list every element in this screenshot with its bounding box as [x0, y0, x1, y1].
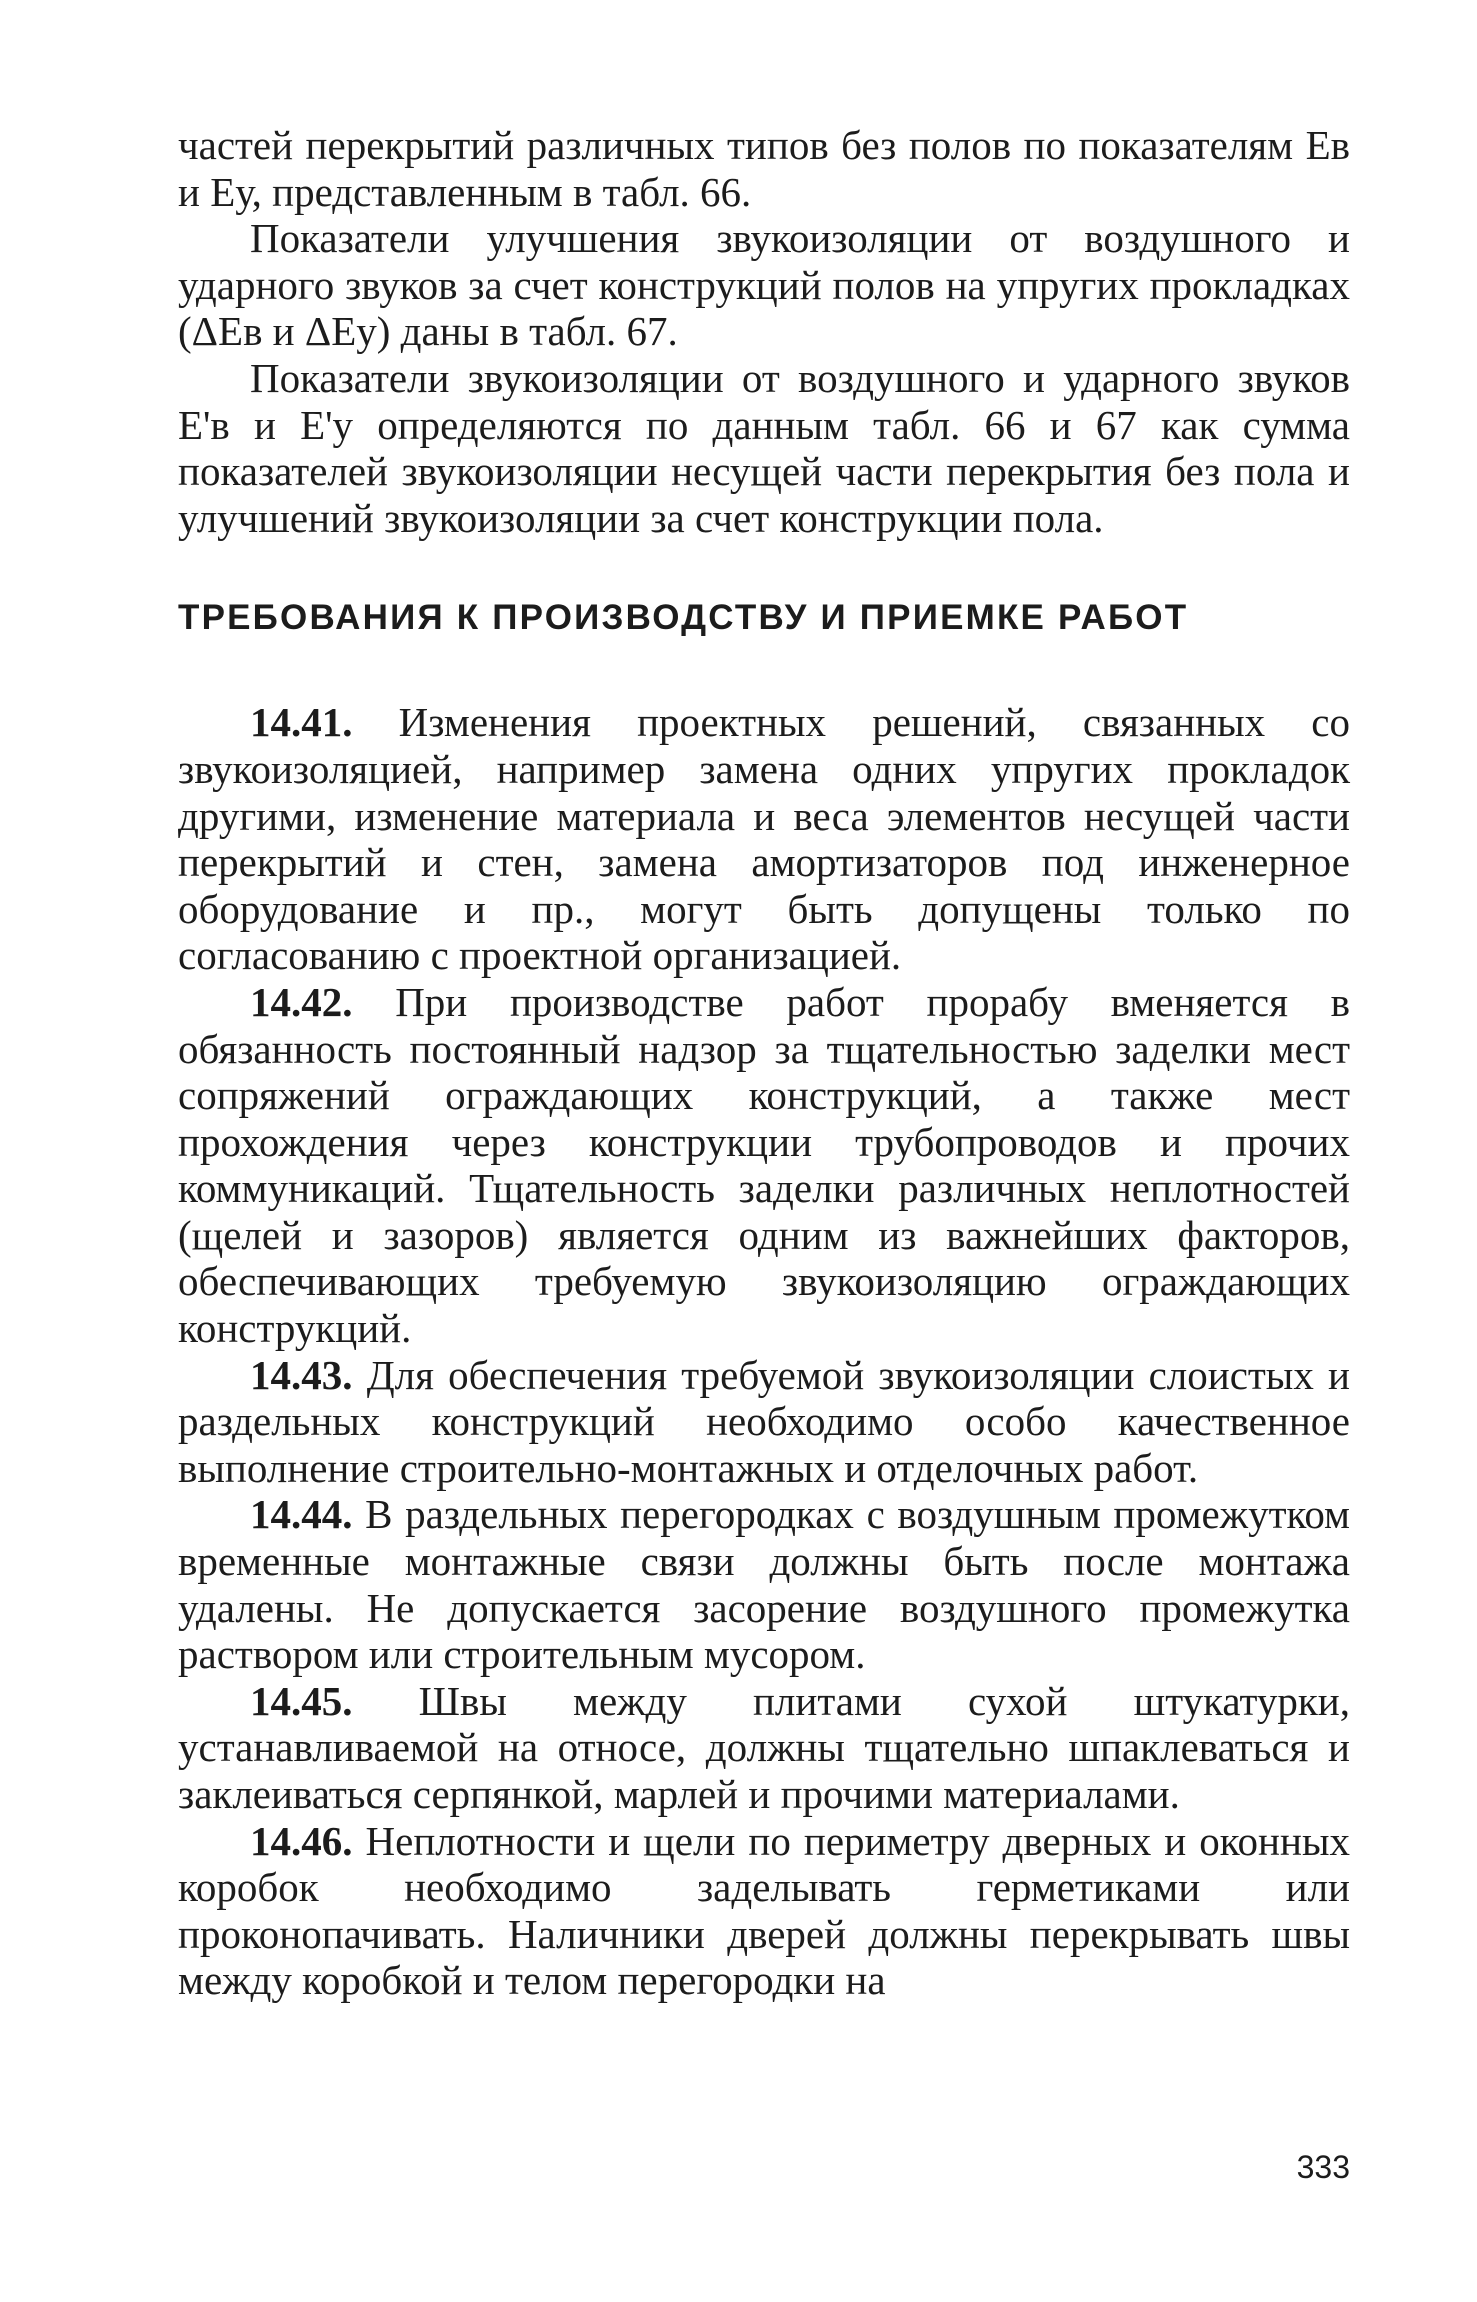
clause-number: 14.43.: [250, 1351, 353, 1398]
clause-text: В раздельных перегородках с воздушным промежутком временные монтажные связи должны быть после монтажа удалены. Не допускается засорение воздушного промежутка раствором или строительным мусором.: [178, 1491, 1350, 1678]
book-page: [178, 122, 1350, 2282]
clause-number: 14.45.: [250, 1677, 353, 1724]
clause-number: 14.41.: [250, 699, 353, 746]
intro-paragraph-1: частей перекрытий различных типов без полов по показателям Ев и Еу, представленным в табл. 66.: [178, 122, 1350, 215]
clause-text: Неплотности и щели по периметру дверных и оконных коробок необходимо заделывать герметиками или проконопачивать. Наличники дверей должны перекрывать швы между коробкой и телом перегородки на: [178, 1817, 1350, 2004]
clause-text: При производстве работ прорабу вменяется в обязанность постоянный надзор за тщательностью заделки мест сопряжений ограждающих конструкций, а также мест прохождения через конструкции трубопроводов и прочих коммуникаций. Тщательность заделки различных неплотностей (щелей и зазоров) является одним из важнейших факторов, обеспечивающих требуемую звукоизоляцию ограждающих конструкций.: [178, 978, 1350, 1352]
page-number: 333: [1296, 2149, 1350, 2185]
intro-paragraph-2: Показатели улучшения звукоизоляции от воздушного и ударного звуков за счет конструкций полов на упругих прокладках (ΔЕв и ΔЕу) даны в табл. 67.: [178, 215, 1350, 355]
clause-number: 14.46.: [250, 1817, 353, 1864]
clause-14-42: [178, 979, 1350, 1352]
clause-14-41: [178, 699, 1350, 979]
clause-14-46: [178, 1818, 1350, 2004]
clause-text: Изменения проектных решений, связанных со звукоизоляцией, например замена одних упругих прокладок другими, изменение материала и веса элементов несущей части перекрытий и стен, замена амортизаторов под инженерное оборудование и пр., могут быть допущены только по согласованию с проектной организацией.: [178, 699, 1350, 979]
clause-text: Швы между плитами сухой штукатурки, устанавливаемой на относе, должны тщательно шпаклеваться и заклеиваться серпянкой, марлей и прочими материалами.: [178, 1677, 1350, 1817]
section-heading: ТРЕБОВАНИЯ К ПРОИЗВОДСТВУ И ПРИЕМКЕ РАБОТ: [178, 598, 1189, 638]
clause-text: Для обеспечения требуемой звукоизоляции слоистых и раздельных конструкций необходимо особо качественное выполнение строительно-монтажных и отделочных работ.: [178, 1351, 1350, 1491]
clause-14-45: [178, 1678, 1350, 1818]
clause-14-44: [178, 1491, 1350, 1677]
clause-number: 14.42.: [250, 978, 353, 1025]
clause-14-43: [178, 1352, 1350, 1492]
intro-paragraph-3: Показатели звукоизоляции от воздушного и ударного звуков Е'в и Е'у определяются по данным табл. 66 и 67 как сумма показателей звукоизоляции несущей части перекрытия без пола и улучшений звукоизоляции за счет конструкции пола.: [178, 354, 1350, 541]
clause-number: 14.44.: [250, 1491, 353, 1538]
